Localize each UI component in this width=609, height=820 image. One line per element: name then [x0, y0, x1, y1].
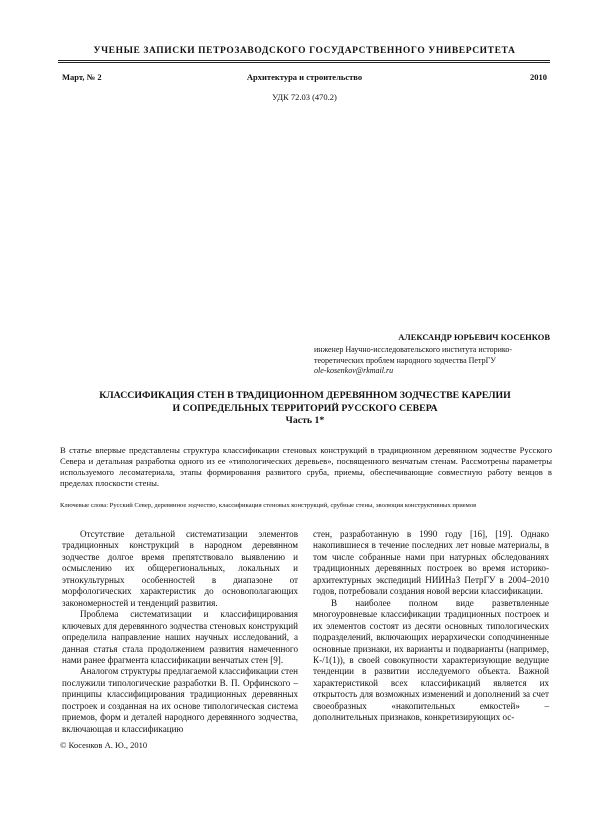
year-label: 2010 — [530, 72, 547, 82]
copyright: © Косенков А. Ю., 2010 — [60, 740, 148, 750]
header-rule-bottom — [58, 62, 550, 63]
body-column-right — [313, 529, 549, 724]
paragraph: стен, разработанную в 1990 году [16], [19]. Однако накопившиеся в течение последних лет новые материалы, в том числе собранные нами при натурных обследованиях традиционных деревянных построек во время историко-архитектурных экспедиций НИИНаЗ ПетрГУ в 2004–2010 годов, потребовали создания новой версии классификации. — [313, 529, 549, 597]
udk-code: УДК 72.03 (470.2) — [272, 92, 337, 102]
paragraph: Отсутствие детальной систематизации элементов традиционных конструкций в народном деревянном зодчестве долгое время препятствовало выявлению и осмыслению их общерегиональных, локальных и этнокультурных особенностей в диапазоне от морфологических характеристик до основополагающих закономерностей и тенденций развития. — [62, 529, 298, 608]
body-column-left — [62, 529, 298, 735]
abstract: В статье впервые представлены структура классификации стеновых конструкций в традиционном деревянном зодчестве Русского Севера и детальная разработка одного из ее «типологических деревьев», посвященного венчатым стенам. Рассмотрены параметры используемого лесоматериала, этапы формирования развитого сруба, приемы, обеспечивающие совместную работу венцов в пределах плоскости стены. — [60, 445, 552, 488]
paragraph: Аналогом структуры предлагаемой классификации стен послужили типологические разработки В. П. Орфинского – принципы классифицирования традиционных деревянных построек и созданная на их основе типологическая система приемов, форм и деталей народного деревянного зодчества, включающая и классификацию — [62, 666, 298, 734]
author-email: ole-kosenkov@rkmail.ru — [314, 366, 394, 375]
author-position: инженер Научно-исследовательского института историко-теоретических проблем народного зодчества ПетрГУ — [314, 345, 513, 365]
paragraph: Проблема систематизации и классифицирования ключевых для деревянного зодчества стеновых конструкций определила направление наших научных исследований, а данная статья стала продолжением развития намеченного нами ранее фрагмента классификации венчатых стен [9]. — [62, 609, 298, 665]
keywords: Ключевые слова: Русский Север, деревянное зодчество, классификация стеновых конструкций, срубные стены, эволюция конструктивных приемов — [60, 502, 477, 509]
section-label: Архитектура и строительство — [246, 72, 363, 82]
title-line-1: КЛАССИФИКАЦИЯ СТЕН В ТРАДИЦИОННОМ ДЕРЕВЯННОМ ЗОДЧЕСТВЕ КАРЕЛИИ — [99, 390, 511, 401]
title-part: Часть 1* — [285, 415, 325, 426]
article-title — [60, 390, 550, 428]
header-rule-top — [58, 60, 550, 61]
title-line-2: И СОПРЕДЕЛЬНЫХ ТЕРРИТОРИЙ РУССКОГО СЕВЕРА — [172, 402, 438, 414]
journal-title: УЧЕНЫЕ ЗАПИСКИ ПЕТРОЗАВОДСКОГО ГОСУДАРСТВЕННОГО УНИВЕРСИТЕТА — [93, 46, 516, 56]
author-name: АЛЕКСАНДР ЮРЬЕВИЧ КОСЕНКОВ — [398, 332, 550, 342]
issue-label: Март, № 2 — [62, 72, 102, 82]
paragraph: В наиболее полном виде разветвленные многоуровневые классификации традиционных построек и их элементов состоят из десяти основных типологических подразделений, включающих иерархически соподчиненные основные признаки, их варианты и подварианты (например, К-/1(1)), в своей совокупности характеризующие ведущие тенденции в развитии исследуемого объекта. Важной характеристикой всех классификаций является их открытость для возможных изменений и дополнений за счет своеобразных «накопительных емкостей» – дополнительных признаков, конкретизирующих ос- — [313, 597, 549, 723]
